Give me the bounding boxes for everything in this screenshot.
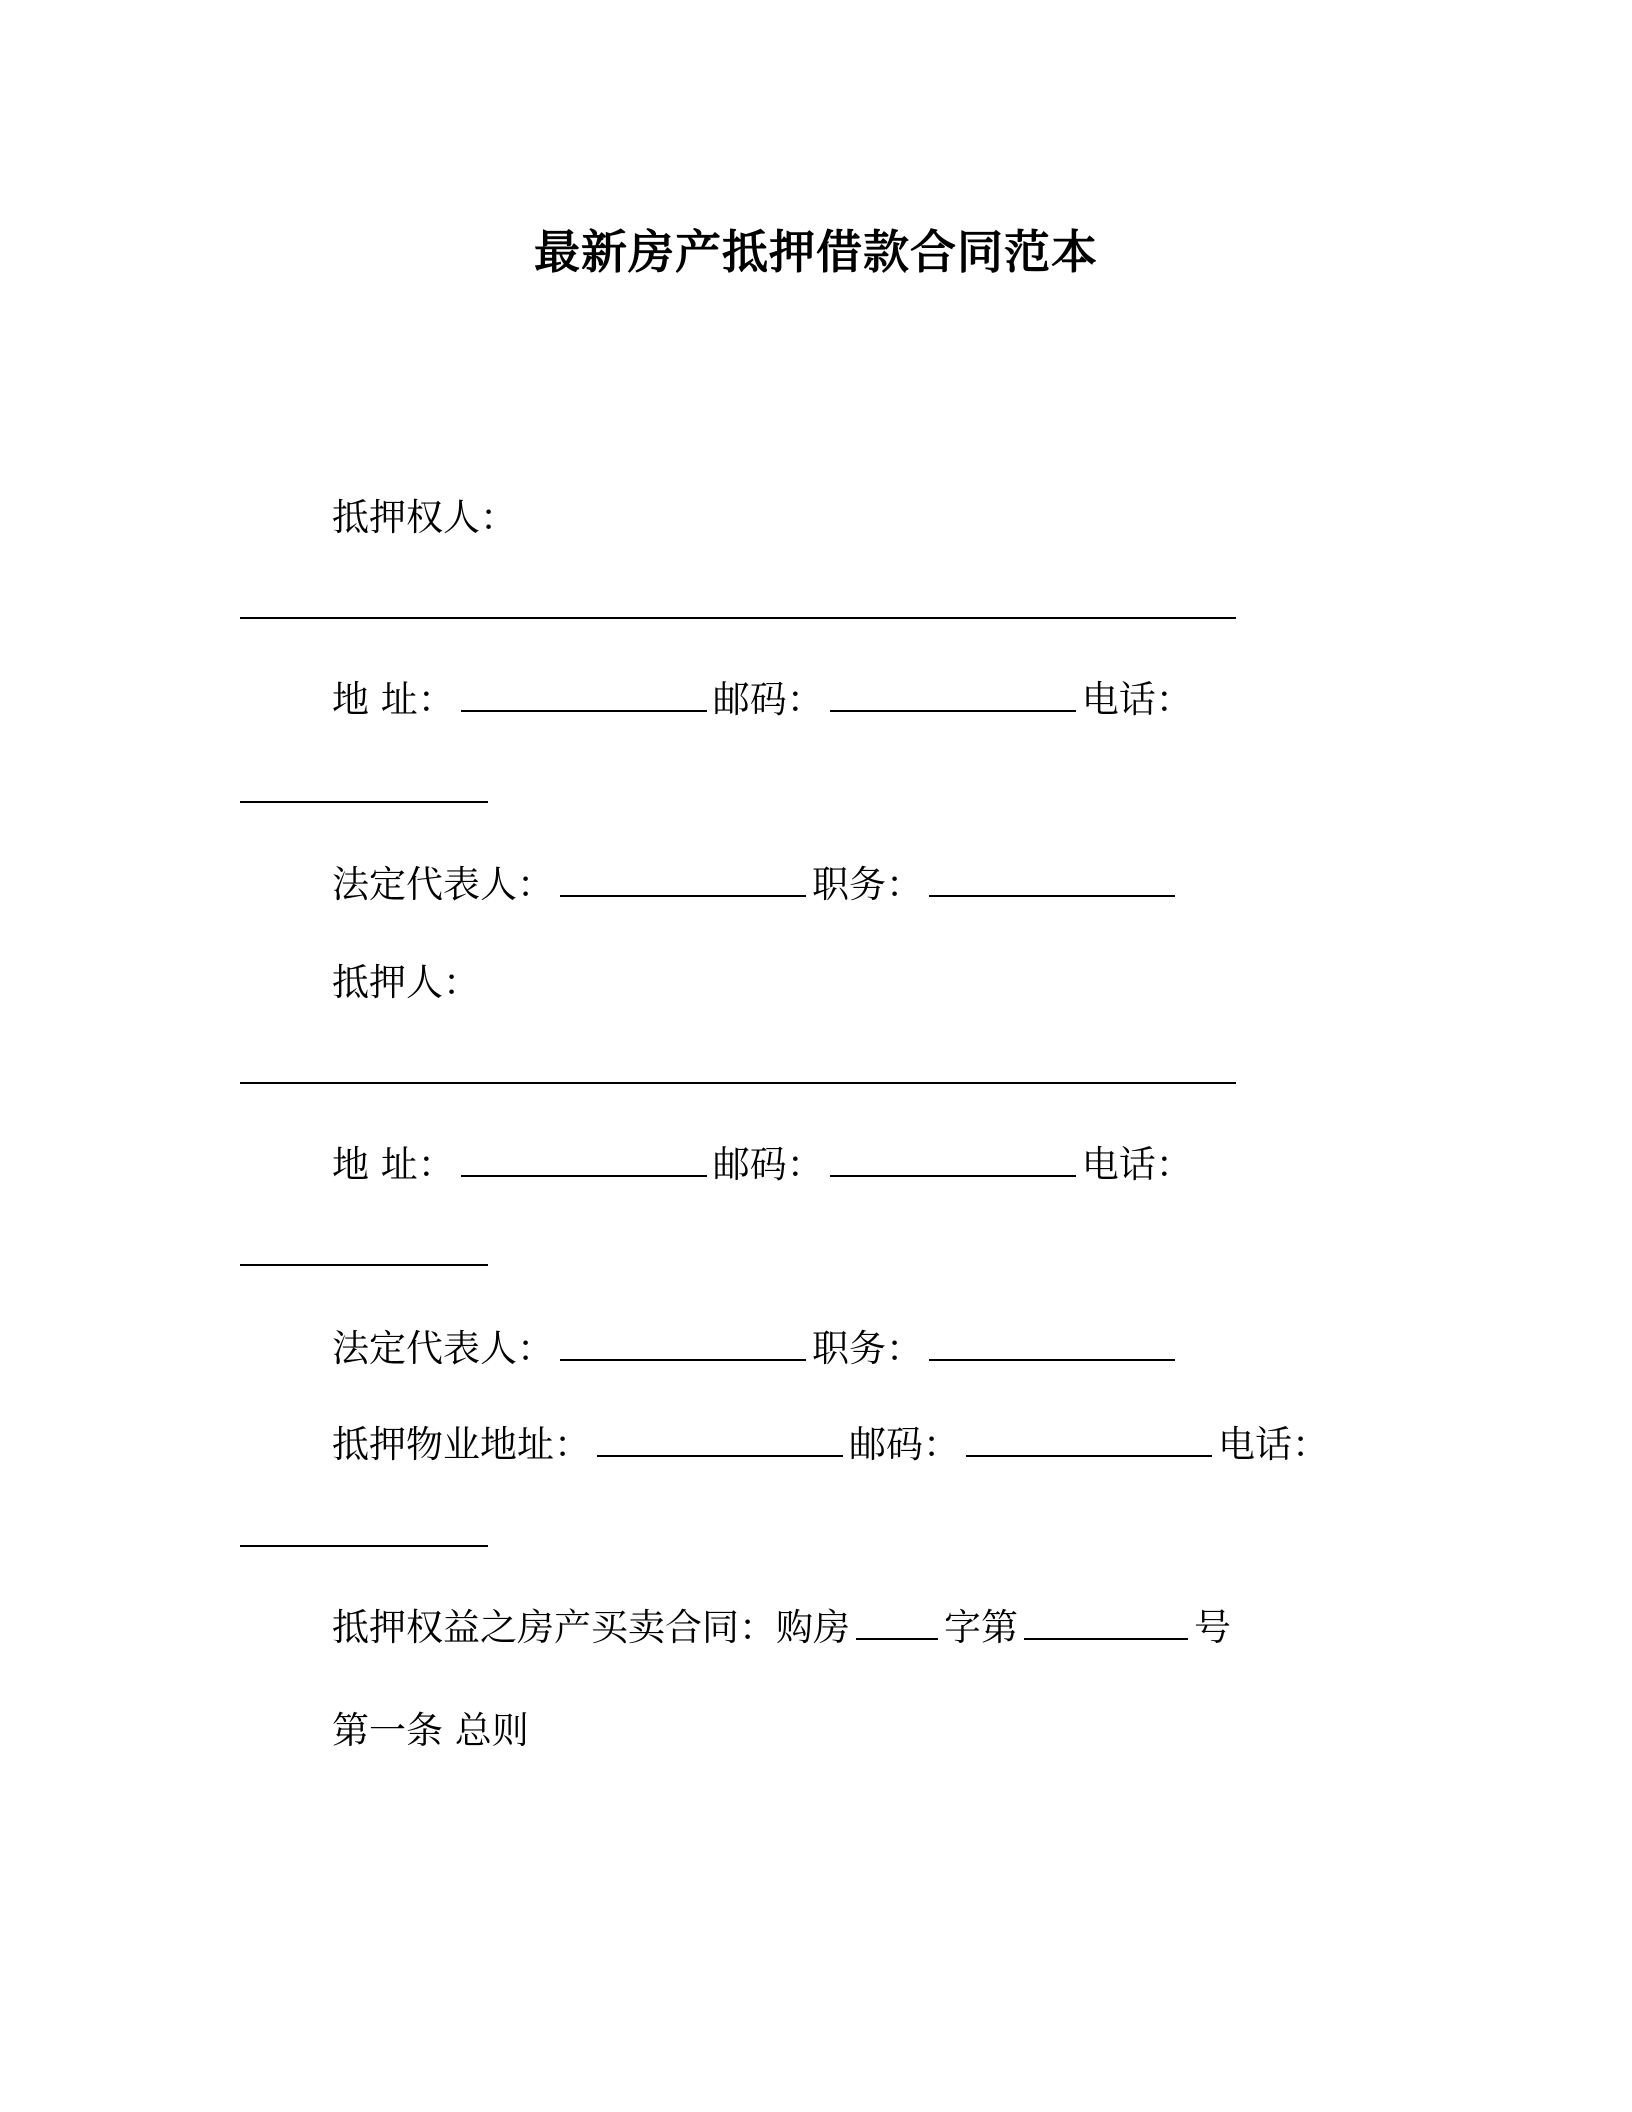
mortgagee-position-label: 职务：	[812, 863, 923, 906]
mortgagor-position-blank	[929, 1325, 1175, 1361]
mortgagee-address-label: 地 址：	[332, 678, 455, 721]
mortgagor-label-line	[332, 958, 480, 1008]
property-address-blank	[597, 1421, 843, 1457]
mortgagor-postcode-blank	[830, 1141, 1076, 1177]
property-phone-label: 电话：	[1218, 1423, 1329, 1466]
contract-ref-suffix: 号	[1194, 1606, 1231, 1649]
mortgagee-name-blank	[240, 617, 1236, 619]
mortgagor-phone-label: 电话：	[1081, 1143, 1193, 1186]
mortgagor-address-blank	[461, 1141, 707, 1177]
mortgagee-position-blank	[929, 861, 1175, 897]
contract-ref-middle: 字第	[944, 1606, 1018, 1649]
mortgagee-address-blank	[461, 676, 707, 712]
property-phone-blank	[240, 1545, 488, 1547]
property-postcode-blank	[966, 1421, 1212, 1457]
mortgagor-contact-line	[332, 1140, 1193, 1190]
mortgagor-name-blank	[240, 1082, 1236, 1084]
mortgagee-phone-blank	[240, 801, 488, 803]
mortgagor-position-label: 职务：	[812, 1327, 923, 1370]
mortgagor-legal-rep-label: 法定代表人：	[332, 1327, 554, 1370]
mortgagee-postcode-label: 邮码：	[712, 678, 824, 721]
mortgagor-phone-blank	[240, 1264, 488, 1266]
mortgagee-phone-label: 电话：	[1081, 678, 1193, 721]
property-address-line	[332, 1420, 1329, 1470]
contract-ref-prefix: 抵押权益之房产买卖合同：购房	[332, 1606, 850, 1649]
mortgagee-label: 抵押权人：	[332, 496, 517, 539]
section-1-heading-line	[332, 1706, 529, 1756]
contract-ref-line	[332, 1603, 1231, 1653]
mortgagor-rep-line	[332, 1324, 1181, 1374]
mortgagee-legal-rep-label: 法定代表人：	[332, 863, 554, 906]
property-address-label: 抵押物业地址：	[332, 1423, 591, 1466]
mortgagee-legal-rep-blank	[560, 861, 806, 897]
mortgagee-postcode-blank	[830, 676, 1076, 712]
mortgagor-postcode-label: 邮码：	[712, 1143, 824, 1186]
document-title: 最新房产抵押借款合同范本	[534, 225, 1098, 279]
mortgagor-legal-rep-blank	[560, 1325, 806, 1361]
section-1-heading: 第一条 总则	[332, 1709, 529, 1752]
property-postcode-label: 邮码：	[849, 1423, 960, 1466]
contract-ref-number-blank	[1024, 1604, 1188, 1640]
contract-ref-word-blank	[856, 1604, 938, 1640]
mortgagee-label-line	[332, 493, 517, 543]
mortgagee-contact-line	[332, 675, 1193, 725]
mortgagor-address-label: 地 址：	[332, 1143, 455, 1186]
mortgagor-label: 抵押人：	[332, 961, 480, 1004]
mortgagee-rep-line	[332, 860, 1181, 910]
